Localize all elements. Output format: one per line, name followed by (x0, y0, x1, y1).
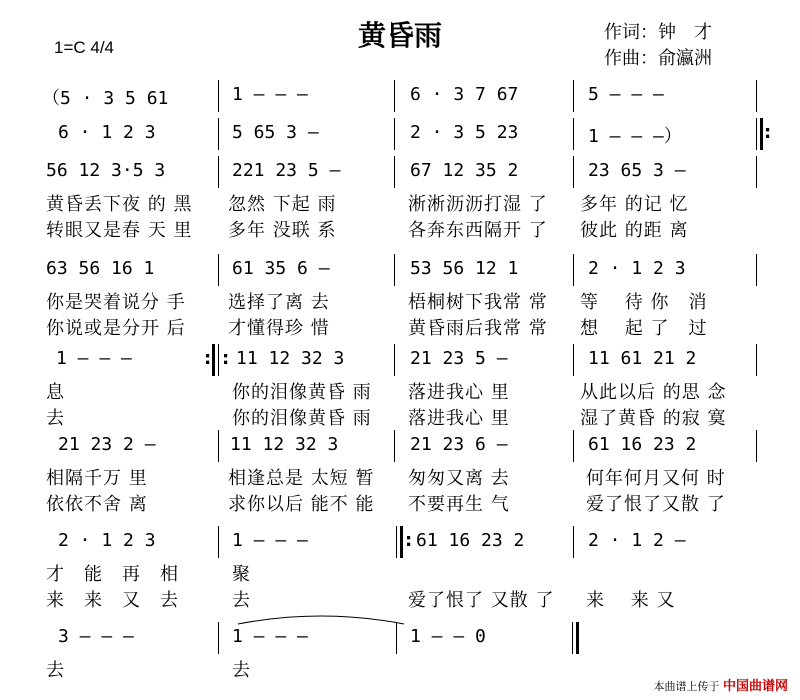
lyric-verse-2: 黄昏雨后我常 常 (408, 318, 548, 339)
measure: 61 16 23 2 (588, 434, 697, 455)
lyric-verse-1: 多年 的记 忆 (580, 194, 689, 215)
lyric-verse-2: 去 (46, 408, 65, 429)
lyric-verse-1: 落进我心 里 (408, 382, 510, 403)
lyric-verse-2: 爱了恨了 又散 了 (408, 590, 555, 611)
lyric-verse-2: 爱了恨了又散 了 (586, 494, 726, 515)
lyric-verse-2: 依依不舍 离 (46, 494, 148, 515)
lyric-verse-2: 转眼又是春 天 里 (46, 220, 193, 241)
lyric-verse-2: 想 起 了 过 (580, 318, 708, 339)
measure: 11 12 32 3 (236, 348, 345, 369)
measure: 1 — — —） (588, 126, 682, 147)
lyric-verse-1: 相隔千万 里 (46, 468, 148, 489)
measure: 56 12 3·5 3 (46, 160, 166, 181)
lyric-verse-1: 相逢总是 太短 暂 (228, 468, 375, 489)
measure: 21 23 5 — (410, 348, 508, 369)
measure: 2 · 3 5 23 (410, 122, 519, 143)
measure: 11 12 32 3 (230, 434, 339, 455)
lyric-verse-2: 多年 没联 系 (228, 220, 337, 241)
measure: 67 12 35 2 (410, 160, 519, 181)
measure: 2 · 1 2 3 (588, 258, 686, 279)
lyric-verse-2: 去 (232, 590, 251, 611)
lyric-verse-1: 才 能 再 相 (46, 564, 179, 585)
measure: 61 16 23 2 (416, 530, 525, 551)
lyric-verse-1: 何年何月又何 时 (586, 468, 726, 489)
measure: 1 — — — (232, 84, 308, 105)
measure: 6 · 3 7 67 (410, 84, 519, 105)
lyric-verse-2: 求你以后 能不 能 (228, 494, 375, 515)
measure: 221 23 5 — (232, 160, 341, 181)
measure: 1 — — 0 (410, 626, 486, 647)
site-logo[interactable]: 中国曲谱网 (722, 679, 788, 694)
lyric-verse-1: 匆匆又离 去 (408, 468, 510, 489)
page-title: 黄昏雨 (357, 19, 442, 52)
measure: 21 23 2 — (58, 434, 156, 455)
lyric-verse-1: 选择了离 去 (228, 292, 330, 313)
lyric-verse-1: 梧桐树下我常 常 (408, 292, 548, 313)
lyric-verse-2: 你说或是分开 后 (46, 318, 186, 339)
measure: （5 · 3 5 61 (42, 88, 169, 109)
measure: 5 65 3 — (232, 122, 319, 143)
lyric-verse-1: 忽然 下起 雨 (228, 194, 337, 215)
measure: 1 — — — (232, 530, 308, 551)
source-footer (653, 675, 788, 694)
lyric-verse-1: 等 待 你 消 (580, 292, 708, 313)
composer-credit: 作曲：俞瀛洲 (604, 48, 712, 69)
measure: 11 61 21 2 (588, 348, 697, 369)
lyric-verse-2: 湿了黄昏 的寂 寞 (580, 408, 727, 429)
measure: 21 23 6 — (410, 434, 508, 455)
lyric-verse-2: 各奔东西隔开 了 (408, 220, 548, 241)
lyric-verse-1: 淅淅沥沥打湿 了 (408, 194, 548, 215)
lyric-verse-1: 息 (46, 382, 65, 403)
measure: 1 — — — (56, 348, 132, 369)
lyric-verse-1: 从此以后 的思 念 (580, 382, 727, 403)
lyric-verse-1: 黄昏丢下夜 的 黑 (46, 194, 193, 215)
measure: 5 — — — (588, 84, 664, 105)
measure: 53 56 12 1 (410, 258, 519, 279)
measure: 2 · 1 2 — (588, 530, 686, 551)
lyric-verse-2: 才懂得珍 惜 (228, 318, 330, 339)
lyric-verse-2: 你的泪像黄昏 雨 (232, 408, 372, 429)
lyric-verse-2: 彼此 的距 离 (580, 220, 689, 241)
lyric-verse-2: 不要再生 气 (408, 494, 510, 515)
measure: 3 — — — (58, 626, 134, 647)
measure: 61 35 6 — (232, 258, 330, 279)
lyric-verse-1: 你是哭着说分 手 (46, 292, 186, 313)
lyricist-credit: 作词：钟 才 (604, 22, 712, 43)
measure: 1 — — — (232, 626, 308, 647)
measure: 6 · 1 2 3 (58, 122, 156, 143)
measure: 63 56 16 1 (46, 258, 155, 279)
lyric-verse-1: 去 (46, 660, 65, 681)
lyric-verse-2: 来 来 又 (586, 590, 676, 611)
key-signature: 1=C 4/4 (54, 38, 115, 57)
lyric-verse-2: 落进我心 里 (408, 408, 510, 429)
lyric-verse-1: 聚 (232, 564, 251, 585)
footer-text: 本曲谱上传于 (653, 680, 720, 693)
lyric-verse-2: 来 来 又 去 (46, 590, 179, 611)
lyric-verse-1: 去 (232, 660, 251, 681)
measure: 23 65 3 — (588, 160, 686, 181)
lyric-verse-1: 你的泪像黄昏 雨 (232, 382, 372, 403)
measure: 2 · 1 2 3 (58, 530, 156, 551)
